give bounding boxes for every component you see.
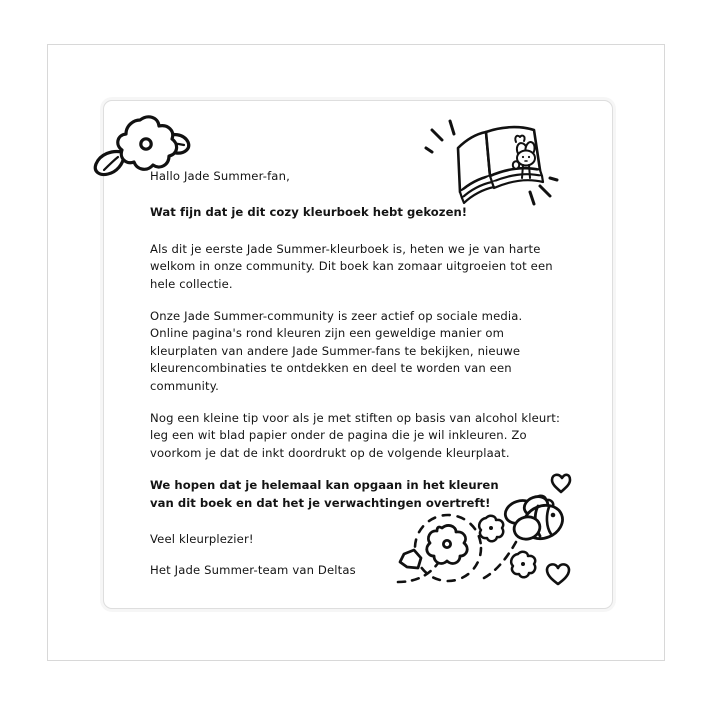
- paragraph-line: Nog een kleine tip voor als je met stiften op basis van alcohol kleurt:: [150, 411, 561, 426]
- letter-greeting-block: [150, 168, 522, 185]
- paragraph-line: kleurplaten van andere Jade Summer-fans te bekijken, nieuwe: [150, 343, 521, 358]
- letter-signature-block: [150, 562, 522, 579]
- paragraph-line: Onze Jade Summer-community is zeer actief op sociale media.: [150, 309, 523, 324]
- letter-greeting: Hallo Jade Summer-fan,: [150, 169, 290, 183]
- paragraph-line: Als dit je eerste Jade Summer-kleurboek is, heten we je van harte: [150, 241, 541, 256]
- letter-closing: Veel kleurplezier!: [150, 532, 254, 547]
- paragraph-line: leg een wit blad papier onder de pagina die je wil inkleuren. Zo: [150, 428, 527, 443]
- letter-signature: Het Jade Summer-team van Deltas: [150, 562, 356, 577]
- paragraph-line: kleurencombinaties te ontdekken en deel te worden van een: [150, 361, 512, 376]
- paragraph-line: voorkom je dat de inkt doordrukt op de volgende kleurplaat.: [150, 445, 510, 460]
- paragraph-line: We hopen dat je helemaal kan opgaan in het kleuren: [150, 478, 499, 493]
- paragraph-community: [150, 308, 522, 395]
- paragraph-line: hele collectie.: [150, 276, 233, 291]
- paragraph-hoop: [150, 477, 522, 512]
- paragraph-line: welkom in onze community. Dit boek kan zomaar uitgroeien tot een: [150, 259, 553, 274]
- paragraph-line: community.: [150, 378, 219, 393]
- letter-body: [150, 168, 561, 579]
- letter-intro: Wat fijn dat je dit cozy kleurboek hebt gekozen!: [150, 205, 468, 220]
- paragraph-tip: [150, 410, 561, 462]
- letter-closing-block: [150, 531, 522, 548]
- letter-intro-block: [150, 204, 522, 221]
- paragraph-line: Online pagina's rond kleuren zijn een geweldige manier om: [150, 326, 505, 341]
- paragraph-welkom: [150, 241, 553, 293]
- paragraph-line: van dit boek en dat het je verwachtingen overtreft!: [150, 495, 491, 510]
